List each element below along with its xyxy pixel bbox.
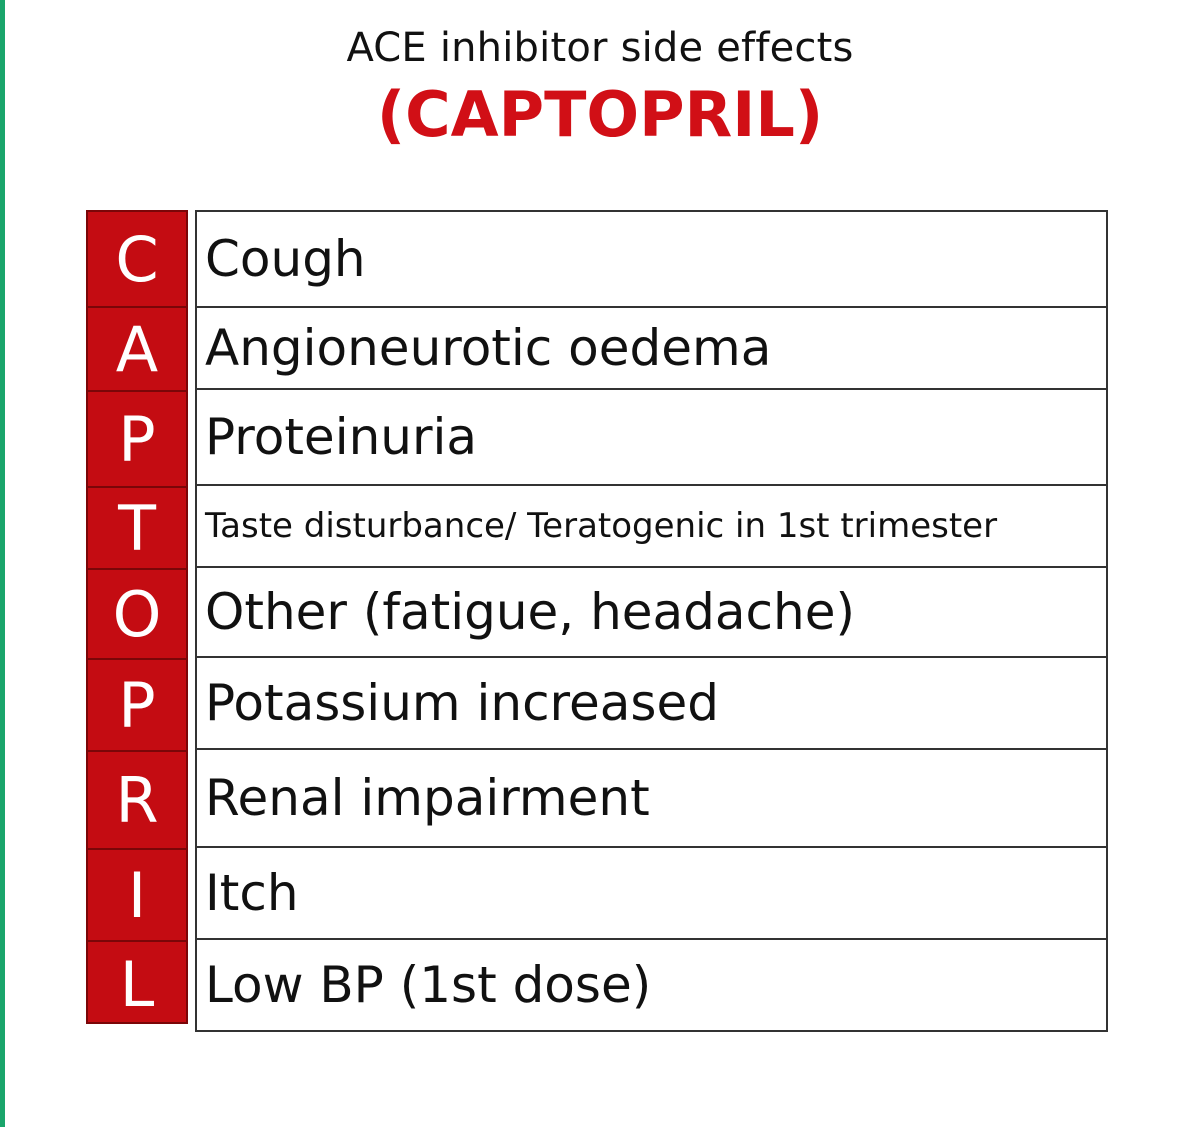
row-text: Low BP (1st dose) — [205, 956, 652, 1014]
table-row — [195, 388, 1108, 486]
mnemonic-letter: I — [88, 850, 186, 942]
row-text: Cough — [205, 230, 366, 288]
page-title: ACE inhibitor side effects — [346, 25, 854, 71]
row-text: Itch — [205, 864, 299, 922]
row-text: Other (fatigue, headache) — [205, 583, 855, 641]
side-effects-table — [195, 210, 1108, 1032]
left-edge-stripe — [0, 0, 5, 1127]
table-row — [195, 210, 1108, 308]
mnemonic-letter: A — [88, 308, 186, 392]
table-row — [195, 748, 1108, 848]
row-text: Renal impairment — [205, 769, 650, 827]
mnemonic-letter-column — [86, 210, 188, 1024]
mnemonic-letter: R — [88, 752, 186, 850]
mnemonic-letter: T — [88, 488, 186, 570]
page-subtitle: (CAPTOPRIL) — [376, 78, 824, 151]
table-row — [195, 306, 1108, 390]
row-text: Proteinuria — [205, 408, 478, 466]
table-row — [195, 484, 1108, 568]
header — [0, 18, 1200, 152]
mnemonic-letter: O — [88, 570, 186, 660]
row-text: Angioneurotic oedema — [205, 319, 772, 377]
row-text: Taste disturbance/ Teratogenic in 1st trimester — [205, 506, 998, 546]
table-row — [195, 938, 1108, 1032]
mnemonic-letter: C — [88, 212, 186, 308]
row-text: Potassium increased — [205, 674, 719, 732]
table-row — [195, 846, 1108, 940]
mnemonic-letter: L — [119, 947, 155, 1021]
mnemonic-letter: P — [88, 392, 186, 488]
table-row — [195, 566, 1108, 658]
table-row — [195, 656, 1108, 750]
mnemonic-letter: P — [88, 660, 186, 752]
